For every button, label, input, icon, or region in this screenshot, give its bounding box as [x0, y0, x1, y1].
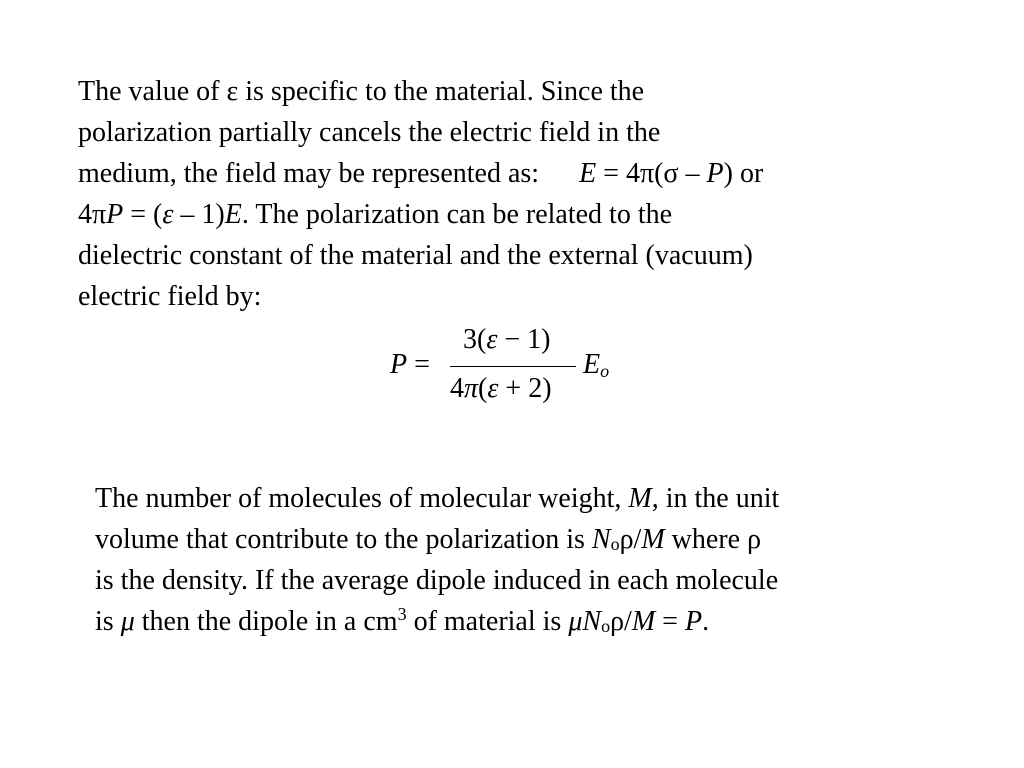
variable-E: E: [579, 158, 597, 189]
text-run: medium, the field may be represented as:: [78, 158, 540, 189]
text-run: is: [95, 606, 121, 637]
text-run: = (: [123, 199, 163, 230]
text-run: =: [655, 606, 685, 637]
text-run: volume that contribute to the polarization is: [95, 524, 592, 555]
fraction-numerator: [463, 324, 551, 356]
variable-E: E: [224, 199, 242, 230]
text-run: ρ/: [610, 606, 632, 637]
paragraph-molecules: [95, 478, 779, 642]
variable-N: N: [582, 606, 602, 637]
variable-E: E: [583, 349, 601, 380]
text-run: ρ/: [619, 524, 642, 555]
text-line: [78, 194, 763, 235]
text-run: where ρ: [664, 524, 762, 555]
text-run: + 2): [498, 373, 552, 404]
paragraph-polarization: [78, 71, 763, 317]
subscript-o: o: [610, 534, 620, 554]
text-line: polarization partially cancels the electric field in the: [78, 117, 661, 148]
text-run: of material is: [406, 606, 569, 637]
text-run: = 4π(σ –: [596, 158, 707, 189]
variable-P: P: [390, 349, 408, 380]
text-run: The number of molecules of molecular weight,: [95, 483, 629, 514]
text-line: electric field by:: [78, 281, 262, 312]
variable-M: M: [641, 524, 665, 555]
text-run: , in the unit: [651, 483, 780, 514]
text-run: − 1): [497, 324, 551, 355]
superscript-3: 3: [397, 604, 407, 624]
text-line: [95, 601, 779, 642]
text-line: dielectric constant of the material and the external (vacuum): [78, 240, 753, 271]
polarization-equation: [390, 322, 630, 418]
subscript-o: o: [600, 361, 610, 381]
text-run: 4π: [78, 199, 107, 230]
variable-P: P: [706, 158, 724, 189]
variable-N: N: [591, 524, 611, 555]
text-line: [78, 153, 763, 194]
variable-epsilon: ε: [162, 199, 174, 230]
variable-epsilon: ε: [487, 373, 499, 404]
text-line: The value of ε is specific to the material. Since the: [78, 76, 645, 107]
text-run: 3(: [463, 324, 487, 355]
variable-P: P: [684, 606, 703, 637]
text-line: [95, 478, 779, 519]
text-run: then the dipole in a cm: [134, 606, 398, 637]
text-line: is the density. If the average dipole induced in each molecule: [95, 565, 779, 596]
equation-lhs: [390, 349, 430, 381]
variable-pi: π: [464, 373, 479, 404]
text-run: . The polarization can be related to the: [241, 199, 673, 230]
text-run: (: [478, 373, 488, 404]
variable-mu: μ: [120, 606, 135, 637]
fraction-denominator: [450, 373, 552, 405]
text-line: [95, 519, 779, 560]
subscript-o: o: [601, 616, 611, 636]
variable-P: P: [106, 199, 124, 230]
variable-M: M: [628, 483, 652, 514]
text-run: 4: [450, 373, 464, 404]
text-run: – 1): [173, 199, 225, 230]
fraction-bar: [450, 366, 576, 367]
equation-rhs: [583, 349, 609, 381]
variable-M: M: [631, 606, 656, 637]
text-run: ) or: [723, 158, 764, 189]
variable-epsilon: ε: [486, 324, 498, 355]
equals-sign: =: [407, 349, 430, 380]
text-run: .: [702, 606, 710, 637]
variable-mu: μ: [568, 606, 583, 637]
